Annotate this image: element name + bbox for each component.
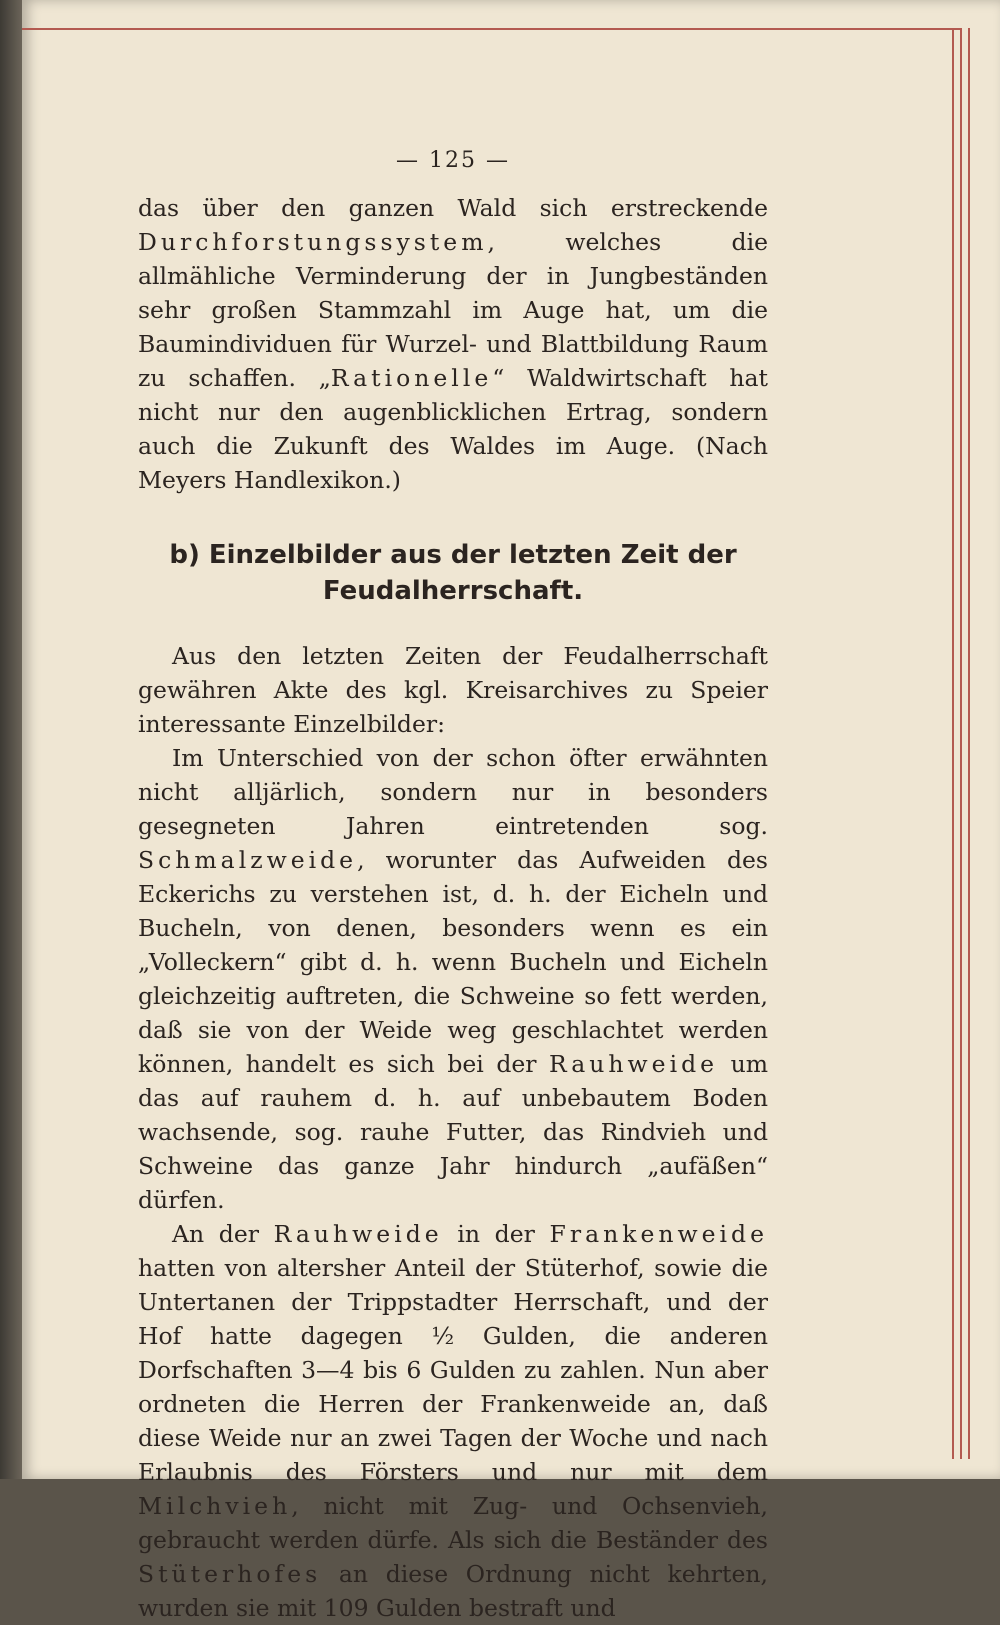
- spaced-term: Rauhweide: [273, 1220, 443, 1248]
- spaced-term: Rauhweide: [549, 1050, 719, 1078]
- page-edge-line: [968, 28, 970, 1459]
- page-number: — 125 —: [396, 148, 510, 173]
- page-content: [138, 148, 768, 1625]
- spaced-term: Durchforstungssystem: [138, 228, 488, 256]
- book-gutter: [0, 0, 22, 1479]
- paragraph-2: Aus den letzten Zeiten der Feudalherrschaft gewähren Akte des kgl. Kreisarchives zu Speier interessante Einzelbilder:: [138, 642, 768, 738]
- paragraph-1: das über den ganzen Wald sich erstreckende Durchforstungssystem, welches die allmähliche Verminderung der in Jungbeständen sehr großen Stammzahl im Auge hat, um die Baumindividuen für Wurzel- und Blattbildung Raum zu schaffen. „Rationelle“ Waldwirtschaft hat nicht nur den augenblicklichen Ertrag, sondern auch die Zukunft des Waldes im Auge. (Nach Meyers Handlexikon.): [138, 194, 768, 494]
- paragraph-3: Im Unterschied von der schon öfter erwähnten nicht alljärlich, sondern nur in besonders gesegneten Jahren eintretenden sog. Schmalzweide, worunter das Aufweiden des Eckerichs zu verstehen ist, d. h. der Eicheln und Bucheln, von denen, besonders wenn es ein „Volleckern“ gibt d. h. wenn Bucheln und Eicheln gleichzeitig auftreten, die Schweine so fett werden, daß sie von der Weide weg geschlachtet werden können, handelt es sich bei der Rauhweide um das auf rauhem d. h. auf unbebautem Boden wachsende, sog. rauhe Futter, das Rindvieh und Schweine das ganze Jahr hindurch „aufäßen“ dürfen.: [138, 744, 769, 1214]
- spaced-term: Stüterhofes: [138, 1560, 322, 1588]
- spaced-term: Rationelle: [330, 364, 493, 392]
- page-edge-top: [22, 28, 960, 30]
- page-edge-line: [952, 28, 954, 1459]
- page-edge-line: [960, 28, 962, 1459]
- spaced-term: Frankenweide: [549, 1220, 769, 1248]
- spaced-term: Schmalzweide: [138, 846, 358, 874]
- section-heading: b) Einzelbilder aus der letzten Zeit der Feudalherrschaft.: [169, 540, 737, 606]
- spaced-term: Milchvieh: [138, 1492, 292, 1520]
- paragraph-4: An der Rauhweide in der Frankenweide hatten von altersher Anteil der Stüterhof, sowie die Untertanen der Trippstadter Herrschaft, und der Hof hatte dagegen ½ Gulden, die anderen Dorfschaften 3—4 bis 6 Gulden zu zahlen. Nun aber ordneten die Herren der Frankenweide an, daß diese Weide nur an zwei Tagen der Woche und nach Erlaubnis des Försters und nur mit dem Milchvieh, nicht mit Zug- und Ochsenvieh, gebraucht werden dürfe. Als sich die Beständer des Stüterhofes an diese Ordnung nicht kehrten, wurden sie mit 109 Gulden bestraft und: [138, 1220, 769, 1622]
